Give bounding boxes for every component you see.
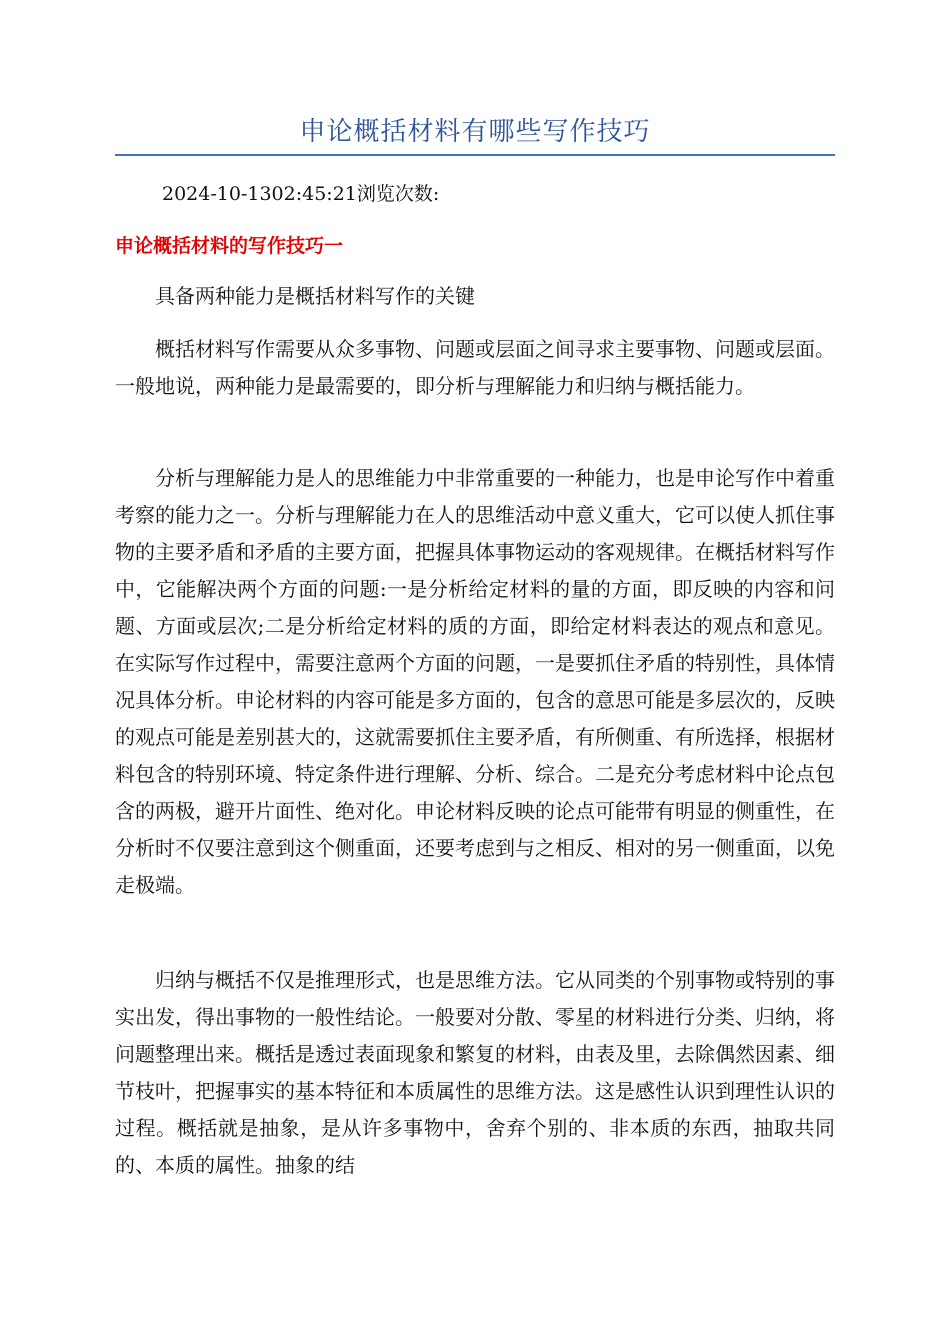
paragraph-3: 归纳与概括不仅是推理形式，也是思维方法。它从同类的个别事物或特别的事实出发，得出事物的一般性结论。一般要对分散、零星的材料进行分类、归纳，将问题整理出来。概括是透过表面现象和繁复的材料，由表及里，去除偶然因素、细节枝叶，把握事实的基本特征和本质属性的思维方法。这是感性认识到理性认识的过程。概括就是抽象，是从许多事物中，舍弃个别的、非本质的东西，抽取共同的、本质的属性。抽象的结 xyxy=(115,968,835,1177)
subheading: 具备两种能力是概括材料写作的关键 xyxy=(155,284,475,308)
title-underline xyxy=(115,154,835,156)
section-heading: 申论概括材料的写作技巧一 xyxy=(115,235,344,257)
paragraph-1: 概括材料写作需要从众多事物、问题或层面之间寻求主要事物、问题或层面。一般地说，两种能力是最需要的，即分析与理解能力和归纳与概括能力。 xyxy=(115,337,835,398)
meta-line: 2024-10-1302:45:21浏览次数: xyxy=(162,183,440,205)
page-title: 申论概括材料有哪些写作技巧 xyxy=(299,117,651,147)
paragraph-2: 分析与理解能力是人的思维能力中非常重要的一种能力，也是申论写作中着重考察的能力之一。分析与理解能力在人的思维活动中意义重大，它可以使人抓住事物的主要矛盾和矛盾的主要方面，把握具体事物运动的客观规律。在概括材料写作中，它能解决两个方面的问题:一是分析给定材料的量的方面，即反映的内容和问题、方面或层次;二是分析给定材料的质的方面，即给定材料表达的观点和意见。在实际写作过程中，需要注意两个方面的问题，一是要抓住矛盾的特别性，具体情况具体分析。申论材料的内容可能是多方面的，包含的意思可能是多层次的，反映的观点可能是差别甚大的，这就需要抓住主要矛盾，有所侧重、有所选择，根据材料包含的特别环境、特定条件进行理解、分析、综合。二是充分考虑材料中论点包含的两极，避开片面性、绝对化。申论材料反映的论点可能带有明显的侧重性，在分析时不仅要注意到这个侧重面，还要考虑到与之相反、相对的另一侧重面，以免走极端。 xyxy=(115,466,835,897)
